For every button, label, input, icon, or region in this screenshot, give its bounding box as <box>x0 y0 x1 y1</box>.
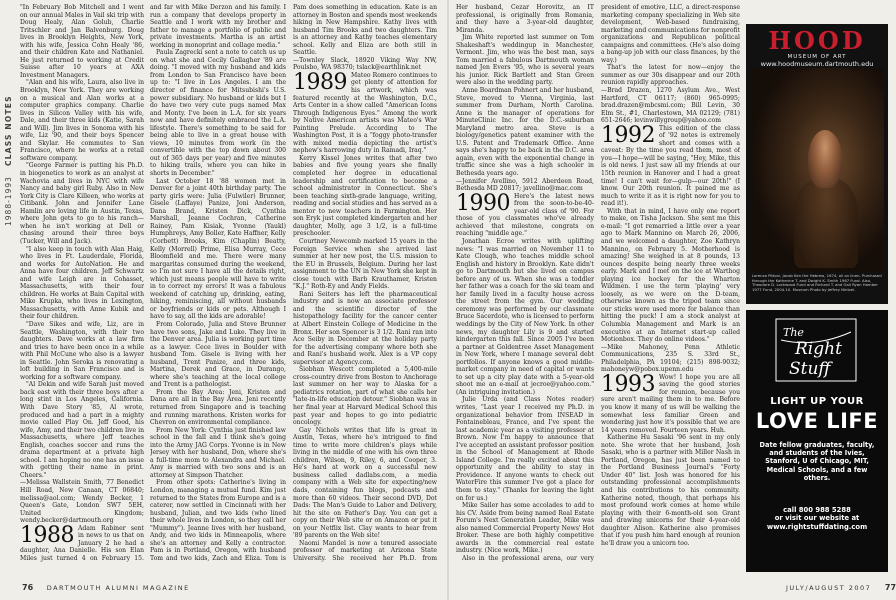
paragraph: Paula Zagrecki sent a note to catch us up on what she and Cecily Gallagher '89 are doing. "I moved with my husband and kids from London to San Francisco have been up to: "I live in Los Angeles. I am the director of finance for Mitsubishi's U.S. power subsidiary. No husband or kids but I do have two very cute pugs named Max and Monty. I've been in L.A. for six years now and have definitely embraced the L.A. lifestyle. There's something to be said for being able to live in a great house with views, 10 minutes from work (in the convertible with the top down about 300 out of 365 days per year) and five minutes to hiking trails, where you can hike in shorts in December." <box>150 49 286 178</box>
paragraph: Last October 18 '88 women met in Denver for a joint 40th birthday party. The party girls were: Julia (Fulwiler) Brunner, Gisele (Laffaye) Panize, Joni Anderson, Dana Brand, Kristen Dick, Cynthia Marshall, Jeanne Cochran, Catherine Rainey, Pam Kisiak, Yvonne (Yaukl) Humphreys, Amy Boller, Kate Haffner, Kelly (Corbett) Brooks, Kim (Chaplin) Beatty, Kelly (Morrell) Prime, Elisa Murray, Cece Bloomfield and me. There were many margaritas consumed during the weekend, so I'm not sure I have all the details right, which just means people will have to write in to correct my errors! It was a fabulous weekend of catching up, drinking, eating, hiking, reminiscing, all without husbands or boyfriends or kids or pets. Although I have to say, all the kids are adorable! <box>150 177 286 321</box>
hood-header <box>746 28 888 68</box>
issue-date: JULY/AUGUST 2007 <box>786 584 872 592</box>
footer-right <box>786 583 896 592</box>
right-stuff-logo-icon <box>775 318 857 382</box>
magazine-title: DARTMOUTH ALUMNI MAGAZINE <box>46 584 190 592</box>
paragraph: "Alan and his wife, Laura, also live in Brooklyn, New York. They are working on a musical and Alan works at a computer graphics company. Charlie lives in Silicon Valley with his wife, Dale, and their three kids (Katie, Sarah and Will). Jim lives in Sonoma with his wife, Liz '90, and their boys Spencer and Skylar. He commutes to San Francisco, where he works at a retail software company. <box>20 79 144 162</box>
sidebar-years: 1988-1993 <box>4 176 13 226</box>
class-year-heading: 1993 <box>601 371 655 397</box>
paragraph: Kerry Kissel Jones writes that after two babies and five young years she finally completed her degree in educational leadership and certification to become a school administrator in Connecticut. She's been teaching sixth-grade language, writing, reading and social studies and has served as a mentor to new teachers in Farmington. Her son Eryk just completed kindergarten and her daughter, Molly, age 3 1/2, is a full-time preschooler. <box>293 154 437 238</box>
paragraph: Siobhan Wescott completed a 5,400-mile cross-country drive from Boston to Anchorage last summer on her way to Alaska for a pediatrics rotation, part of what she calls her "late-in-life education detour." Siobhan was in her final year at Harvard Medical School this past year and hopes to go into pediatric oncology. <box>293 366 437 427</box>
footer-left <box>22 583 190 592</box>
paragraph: Julie Urda (and Class Notes reader) writes, "Last year I received my Ph.D. in organizational behavior from INSEAD in Fontainebleau, France, and I've spent the last academic year as a visiting professor at Brown. Now I'm happy to announce that I've accepted an assistant professor position in the School of Management at Rhode Island College. I'm really excited about this opportunity and the ability to stay in Providence. If anyone wants to check out WaterFire this summer I've got a place for them to stay." (Thanks for leaving the light on for us.) <box>456 396 594 502</box>
paragraph: and far with Mike Derzon and his family. I run a company that develops property in Seattle and I work with my brother and father to manage a portfolio of public and private investments. Martha is an artist working in monoprint and collage media." <box>150 4 286 49</box>
page-gutter <box>447 0 449 600</box>
paragraph: From New York: Cynthia just finished law school in the fall and I think she's going into the Army JAG Corps. Yvonne is in New Jersey with her husband, Don, where she's a full-time mom to Alexandra and Michael. Amy is married with two sons and is an attorney at Simpson Thatcher. <box>150 426 286 479</box>
contact-line: —Melissa Wallstein Smith, 77 Benedict Hill Road, New Canaan, CT 06840; melissa@aol.com; Wendy Becker, 1 Queen's Gate, London SW7 5EH, United Kingdom; wendy.becker@dartmouth.org <box>20 479 144 525</box>
paragraph: Anne Boardman Pohnert and her husband, Steve, moved to Vienna, Virginia, last summer from Durham, North Carolina. Anne is the manager of operations for MinuteClinic Inc. for the D.C.-suburban Maryland metro area. Steve is a biology/genetics patent examiner with the U.S. Patent and Trademark Office. Anne says she's happy to be back in the D.C. area again, even with the exponential change in traffic since she was a high schooler in Bethesda years ago. <box>456 87 594 178</box>
contact-line: —Townley Slack, 18920 Viking Way NW, Poulsbo, WA 98370; tslack@earthlink.net <box>293 56 437 72</box>
painting-caption: Lorenzo Pittoni, Jacob Ken the Hebrew, 1674, oil on linen. Purchased through the Katherine T. and Dwight K. Smith 1967 Fund. Also, Theodore D. Lockwood Fund and Richard T. and Gail Ryan Hamber 1977 Fund, 2004.10. Museum Photo by Jeffrey Nintzel. <box>752 273 882 292</box>
painting-image <box>750 68 884 272</box>
paragraph: With that in mind, I have only one report to make, on Tisha Jackson. She sent me this e-mail: "I got remarried a little over a year ago to Mark Mannino on March 26, 2006, and we welcomed a daughter, Zoe Kathryn Mannino, on February 5. Motherhood is amazing! She weighed in at 8 pounds, 13 ounces despite being nearly three weeks early. Mark and I met on the ice at Warthog playing ice hockey for the Wharton Wildmen. I use the term 'playing' very loosely, as we were on the D-team, otherwise known as the tripod team since our sticks were used more for balance than hitting the puck! I am a stock analyst at Columbia Management and Mark is an executive at an Internet start-up called Motionbox. They do online videos." <box>601 207 740 344</box>
paragraph: Katherine Hu Sasaki '96 sent in my only note. She wrote that her husband, Josh Sasaki, who is a partner with Miller Nash in Portland, Oregon, has just been named to the Portland Business Journal's "Forty Under 40" list. Josh was honored for his outstanding professional accomplishments and his contributions to his community. Katherine noted, though, that perhaps his most profound work comes at home while playing with their 6-month-old son Grant and drawing unicorns for their 4-year-old daughter Alison. Katherine also promises that if you push him hard enough at reunion he'll draw you a unicorn too. <box>601 434 740 547</box>
paragraph: Here's the latest news from the soon-to-be-40-year-old class of '90. For those of you classmates who've already achieved that milestone, congrats on reaching "middle age." <box>456 192 594 238</box>
painting-figure-head <box>808 130 842 188</box>
paragraph: "Dave Sikes and wife, Liz, are in Seattle, Washington, with their two daughters. Dave works at a law firm and tries to have been once in a while with Phil McCune who also is a lawyer in Seattle. John Seroka is renovating a loft building in San Francisco and is working for a software company. <box>20 320 144 381</box>
page-number-right: 77 <box>884 583 896 592</box>
section-sidebar <box>4 36 16 226</box>
logo-word-the: The <box>783 326 804 339</box>
class-year-heading: 1989 <box>293 69 347 95</box>
column-2 <box>150 4 286 562</box>
paragraph: From the Bay Area: Jeni, Kristen and Dana are all in the Bay Area. Jeni recently returned from Singapore and is teaching and running marathons. Kristen works for Chevron on environmental compliance. <box>150 388 286 427</box>
paragraph: Also in the professional arena, our very <box>462 554 594 562</box>
contact-line: —Brad Drazen, 1270 Asylum Ave., West Hartford, CT 06117; (860) 965-0995; brad.drazen@mbcsmi.com; Bill Levin, 30 Elm St., #1, Charlestown, MA 02129; (781) 651-2646; levinwillygroup@yahoo.com <box>601 87 740 125</box>
paragraph: Mike Sailer has some accolades to add to his CV. Aside from being named Real Estate Forum's Next Generation Leader, Mike was also named Commercial Property News' Hot Broker. These are both highly competitive awards in the commercial real estate industry. (Nice work, Mike.) <box>456 502 594 555</box>
hood-museum-ad[interactable] <box>746 24 888 304</box>
page-number-left: 76 <box>22 583 34 592</box>
hood-title: HOOD <box>768 26 866 55</box>
paragraph: Her husband, Cezar Horovitz, an IT professional, is originally from Romania, and they have a 3-year-old daughter, Miranda. <box>456 4 594 34</box>
contact-line: —Jennifer Avellino, 5912 Aberdeen Road, Bethesda MD 20817; javellino@mac.com <box>456 177 594 193</box>
class-year-heading: 1992 <box>601 122 655 148</box>
paragraph: Pam does something in education. Kate is an attorney in Boston and spends most weekends hiking in New Hampshire. Kathy lives with husband Tim Brooks and two daughters. Tim is an attorney and Kathy teaches elementary school. Kelly and Eliza are both still in Seattle. <box>293 4 437 57</box>
ad-visit-text: or visit our website at <box>774 514 860 523</box>
paragraph: This edition of the class of '92 notes is extremely short and comes with a caveat: By the time you read them, most of you—I hope—will be saying, "Hey, Mike, this is old news. I just saw all my friends at our 15th reunion in Hanover and I had a great time! I can't wait for—gulp—our 20th!" (I know. Our 20th reunion. It pained me as much to write it as it is right now for you to read it!). <box>601 124 740 208</box>
paragraph: Wow! I hope you are all saving the good stories for reunion, because you sure aren't mailing them in to me. Before you know it many of us will be walking the somewhat less familiar Green and wondering just how it's possible that we are 14 years removed. Fourteen years. Huh. <box>601 373 740 434</box>
logo-word-stuff: Stuff <box>789 359 831 379</box>
ad-website-link[interactable]: www.rightstuffdating.com <box>766 522 868 531</box>
sidebar-label: CLASS NOTES <box>4 95 13 166</box>
paragraph: From Colorado, Julia and Steve Brunner have two sons, Jake and Luke. They live in the Denver area. Julia is working part time as a lawyer. Cece lives in Boulder with husband Tom. Gisele is living with her husband, Trent Panize, and three kids, Martina, Derek and Grace, in Durango, where she's teaching at the local college and Trent is a pathologist. <box>150 320 286 389</box>
paragraph: That's the latest for now—enjoy the summer as our 30s disappear and our 20th reunion rapidly approaches. <box>601 64 740 87</box>
paragraph: "In February Bob Mitchell and I went on our annual Males in Vail ski trip with Doug Healy, Alan Golub, Charlie Tritschler and Jan Balvenburg. Doug lives in Brooklyn Heights, New York, with his wife, Jessica Cohn Healy '86, and their children Kate and Nathaniel. He just returned to working at Credit Suisse after 10 years at AXA Investment Managers. <box>20 4 144 79</box>
column-3 <box>293 4 437 562</box>
paragraph: Naomi Mandel is now a tenured associate professor of marketing at Arizona State University. She received her Ph.D. from <box>293 539 437 562</box>
class-year-heading: 1988 <box>20 522 74 548</box>
paragraph: president of emotive, LLC, a direct-response marketing company specializing in Web site development, Web-based fundraising, marketing and communications for nonprofit organizations and Republican political campaigns and committees. (He's also doing a bang-up job with our class finances, by the way.) <box>601 4 740 64</box>
paragraph: "Al Dekin and wife Sarah just moved back east with their three boys after a long stint in Los Angeles, California. With Dave Story '85, Al wrote, produced and had a part in a mighty movie called Play On. Jeff Good, his wife, Amy, and their two children live in Massachusetts, where Jeff teaches English, coaches soccer and runs the drama department at a private high school. I am hoping no one has an issue with getting their name in print. Cheers." <box>20 381 144 479</box>
paragraph: "I also keep in touch with Alan Haig, who lives in Ft. Lauderdale, Florida, and works for AutoNation. He and Anna have four children. Jeff Schwartz and wife Leigh are in Cohasset, Massachusetts, with their four children. He works at Bain Capital with Mike Krupka, who lives in Lexington, Massachusetts, with Anne Kubik and their four children. <box>20 245 144 321</box>
paragraph: "George Farmer is putting his Ph.D. in biogenetics to work as an analyst at Wachovia and lives in NYC with wife Nancy and baby girl Ruby. Also in New York City is Clare Killeen, who works at Citibank. John and Jennifer Lane Hamlin are loving life in Austin, Texas, where John gets to go to his ranch—when he isn't working at Dell or chasing around their three boys (Tucker, Will and Jack). <box>20 162 144 245</box>
ad-contact <box>746 506 888 531</box>
column-1 <box>20 4 144 562</box>
contact-line: —Mike Mahoney, Penn Athletic Communications, 235 S. 33rd St., Philadelphia, PA 19104; (215) 898-9032; mahoneyw@pobox.upenn.edu <box>601 343 740 374</box>
ad-headline: LIGHT UP YOUR <box>770 396 864 407</box>
paragraph: Jonathan Ecroe writes with uplifting news: "I was married on November 11 to Kate Clough, who teaches middle school English and history in Brooklyn. Kate didn't go to Dartmouth but she lived on campus before any of us. When she was a toddler her father was a coach for the ski team and her family lived in a faculty house across the street from the gym. Our wedding ceremony was performed by our classmate Bruce Sacerdote, who is licensed to perform weddings by the City of New York. In other news, my daughter Lily is 9 and started kindergarten this fall. Since 2005 I've been a partner at Goldentree Asset Management in New York, where I manage several debt portfolios. If anyone knows a good middle-market company in need of capital or wants to set up a city play date with a 5-year-old shoot me an e-mail at jecroe@yahoo.com." (An intriguing invitation.) <box>456 237 594 396</box>
right-stuff-ad[interactable] <box>746 310 888 572</box>
paragraph: Adam Rabiner sent in news to us that on January 2 he had a daughter, Ana Danielle. His son Elan Miles just turned 4 on February 15. <box>20 524 144 562</box>
ad-phone[interactable]: call 800 988 5288 <box>783 506 851 514</box>
logo-word-right: Right <box>795 339 842 359</box>
ad-copy: Date fellow graduates, faculty, and students of the Ivies, Stanford, U of Chicago, MIT, Medical Schools, and a few others. <box>759 441 875 482</box>
hood-subtitle: MUSEUM OF ART <box>787 54 847 60</box>
paragraph: Jim White reported last summer on Tom Shakeshaft's weddingup in Manchester, Vermont. Jim, who was the best man, says Tom married a fabulous Dartmouth woman named Jen Evers '95, who is several years his junior. Rick Bartlett and Stan Green were also in the wedding party. <box>456 34 594 87</box>
hood-url[interactable]: www.hoodmuseum.dartmouth.edu <box>760 60 874 68</box>
paragraph: From other spots: Catherine's living in London, managing a mutual fund. Kim just returned to the States from Europe and is a caterer, now settled in Cincinnati with her husband, Julian, and two kids (who lined their whole lives in London, so they call her "Mummy"). Jeanne lives with her husband, Andy, and two kids in Minneapolis, where she's an attorney and Kelly a contractor. Pam is in Portland, Oregon, with husband Tom and two kids, Zach and Eliza. Tom is <box>150 479 286 562</box>
paragraph: Mateo Romero continues to get plenty of attention for his artwork, which was featured recently at the Washington, D.C., Arts Center in a show called "American Icons Through Indigenous Eyes." Among the work by Native American artists was Mateo's War Painting Prelude. According to The Washington Post, it is a "foggy photo-transfer with mixed media depicting the artist's nephew's harrowing duty in Ramadi, Iraq." <box>293 71 437 155</box>
paragraph: Gay Nichols writes that life is great in Austin, Texas, where he's intrigued to find time to write more children's plays while living in the middle of one with his own three children, Wilson, 9, Riley, 6, and Cooper, 3. He's hard at work on a successful new business called dadlabs.com, a media company with a Web site for expecting/new dads, containing fun blogs, podcasts and more than 60 videos. Their second DVD, Dot Dads: The Man's Guide to Labor and Delivery, hit the site on Father's Day. You can get a copy on their Web site or on Amazon or put it on your Netflix list. Clay wants to hear from '89 parents on the Web site! <box>293 426 437 540</box>
painting-figure-body <box>794 178 858 268</box>
column-4 <box>456 4 594 562</box>
class-year-heading: 1990 <box>456 190 510 216</box>
paragraph: Rani Seiters has left the pharmaceutical industry and is now an associate professor and the scientific director of the histopathology facility for the cancer center at Albert Einstein College of Medicine in the Bronx. Her son Spencer is 3 1/2. Rani ran into Ace Seiby in December at the holiday party for the advertising company where both she and Rani's husband work. Alex is a VP copy supervisor at Agency.com. <box>293 290 437 366</box>
column-5 <box>601 4 740 562</box>
paragraph: Courtney Newcomb marked 15 years in the Foreign Service when she arrived last summer at her new post, the U.S. mission to the EU in Brussels, Belgium. During her last assignment to the UN in New York she kept in close touch with Barb Krauthamer, Kristen "K.J." Roth-Ey and Andy Fields. <box>293 237 437 291</box>
ad-headline-main: LOVE LIFE <box>755 409 879 433</box>
